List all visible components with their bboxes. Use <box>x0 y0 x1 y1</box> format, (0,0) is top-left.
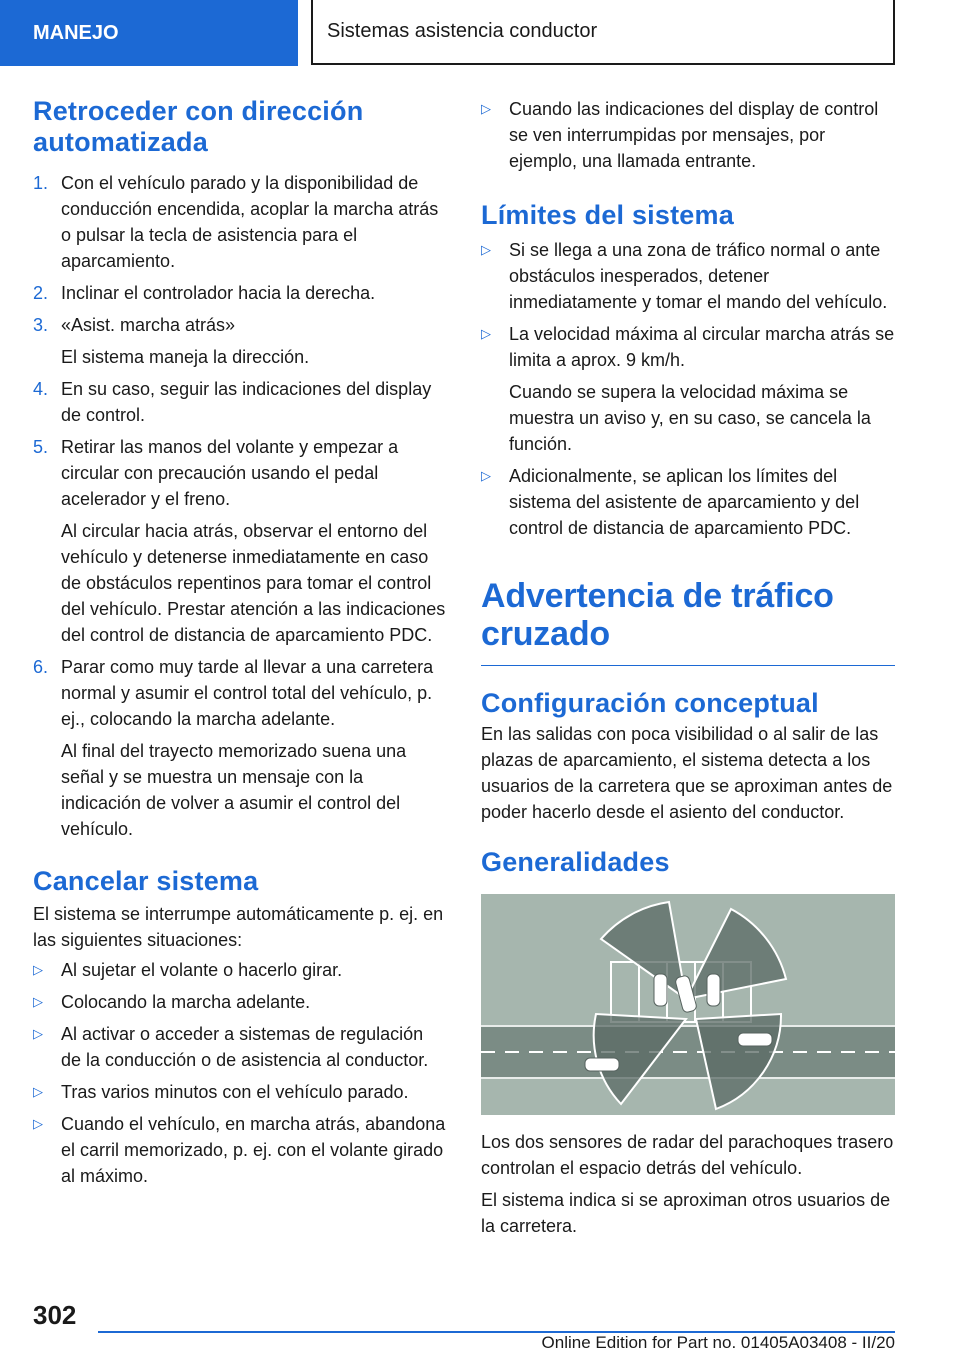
list-item <box>33 957 447 983</box>
cancel-intro-text: El sistema se interrumpe automáticamente p. ej. en las siguientes situaciones: <box>33 904 444 950</box>
step-item <box>33 280 447 306</box>
step-number: 2. <box>33 283 49 303</box>
diagram-road <box>481 1026 895 1078</box>
heading-concept: Configuración conceptual <box>481 688 819 718</box>
heading-system-limits: Límites del sistema <box>481 200 734 230</box>
approaching-car-left <box>585 1058 619 1071</box>
triangle-bullet-icon: ▷ <box>481 242 491 257</box>
list-item-text: Cuando el vehículo, en marcha atrás, abandona el carril memorizado, p. ej. con el volante girado al máximo. <box>61 1114 446 1186</box>
parked-car <box>654 974 667 1006</box>
step-body <box>61 654 447 842</box>
step-text: Parar como muy tarde al llevar a una carretera normal y asumir el control total del vehículo, p. ej., colocando la marcha adelante. <box>61 657 434 729</box>
step-body <box>61 376 447 428</box>
step-number: 6. <box>33 657 49 677</box>
list-item <box>481 321 895 457</box>
triangle-bullet-icon: ▷ <box>33 962 43 977</box>
cancel-conditions-list <box>33 957 447 1189</box>
step-body <box>61 434 447 648</box>
step-body <box>61 280 447 306</box>
list-item-text: Cuando las indicaciones del display de control se ven interrumpidas por mensajes, por ejemplo, una llamada entrante. <box>509 99 879 171</box>
step-text: Inclinar el controlador hacia la derecha. <box>61 283 376 303</box>
step-item <box>33 170 447 274</box>
list-item-body <box>61 1079 447 1105</box>
step-text: Retirar las manos del volante y empezar a circular con precaución usando el pedal acelerador y el freno. <box>61 437 399 509</box>
step-number: 3. <box>33 315 49 335</box>
triangle-bullet-icon: ▷ <box>481 468 491 483</box>
general-text-1: Los dos sensores de radar del parachoques trasero controlan el espacio detrás del vehículo. <box>481 1132 894 1178</box>
step-text: El sistema maneja la dirección. <box>61 347 310 367</box>
list-item-text: Al sujetar el volante o hacerlo girar. <box>61 960 343 980</box>
list-item-body <box>509 321 895 457</box>
triangle-bullet-icon: ▷ <box>33 1116 43 1131</box>
step-number: 1. <box>33 173 49 193</box>
list-item <box>33 1079 447 1105</box>
header-chapter-title: Sistemas asistencia conductor <box>311 0 895 65</box>
list-item-text: Tras varios minutos con el vehículo parado. <box>61 1082 409 1102</box>
step-body <box>61 170 447 274</box>
step-item <box>33 376 447 428</box>
general-text-2: El sistema indica si se aproximan otros usuarios de la carretera. <box>481 1190 891 1236</box>
heading-cancel-system: Cancelar sistema <box>33 866 259 896</box>
step-text: «Asist. marcha atrás» <box>61 315 236 335</box>
list-item-text: Si se llega a una zona de tráfico normal o ante obstáculos inesperados, detener inmediatamente y tomar el mando del vehículo. <box>509 240 888 312</box>
step-number: 4. <box>33 379 49 399</box>
list-item-text: La velocidad máxima al circular marcha atrás se limita a aprox. 9 km/h. <box>509 324 895 370</box>
triangle-bullet-icon: ▷ <box>481 101 491 116</box>
heading-general: Generalidades <box>481 847 670 877</box>
triangle-bullet-icon: ▷ <box>481 326 491 341</box>
step-item <box>33 434 447 648</box>
page-number: 302 <box>33 1300 77 1330</box>
list-item-body <box>509 237 895 315</box>
left-column <box>33 96 447 1189</box>
list-item <box>481 237 895 315</box>
footer-edition: Online Edition for Part no. 01405A03408 - II/20 <box>541 1333 895 1352</box>
step-item <box>33 312 447 370</box>
list-item <box>481 463 895 541</box>
triangle-bullet-icon: ▷ <box>33 1026 43 1041</box>
list-item <box>33 1111 447 1189</box>
concept-text: En las salidas con poca visibilidad o al salir de las plazas de aparcamiento, el sistema detecta a los usuarios de la carretera que se aproximan antes de poder hacerlo desde el asiento del conductor. <box>481 724 893 822</box>
step-text: En su caso, seguir las indicaciones del display de control. <box>61 379 432 425</box>
list-item-body <box>509 463 895 541</box>
step-item <box>33 654 447 842</box>
step-number: 5. <box>33 437 49 457</box>
heading-cross-traffic-warning: Advertencia de tráfico cruzado <box>481 577 834 653</box>
step-text: Al final del trayecto memorizado suena una señal y se muestra un mensaje con la indicación de volver a asumir el control del vehículo. <box>61 741 407 839</box>
triangle-bullet-icon: ▷ <box>33 994 43 1009</box>
list-item-body <box>61 957 447 983</box>
limits-list <box>481 237 895 541</box>
approaching-car-right <box>738 1033 772 1046</box>
list-item-text: Al activar o acceder a sistemas de regulación de la conducción o de asistencia al conductor. <box>61 1024 429 1070</box>
steps-list <box>33 170 447 842</box>
cross-traffic-diagram <box>481 894 895 1115</box>
list-item-body <box>61 1111 447 1189</box>
list-item <box>33 989 447 1015</box>
list-item <box>33 1021 447 1073</box>
list-item-text: Adicionalmente, se aplican los límites del sistema del asistente de aparcamiento y del control de distancia de aparcamiento PDC. <box>509 466 860 538</box>
step-text: Con el vehículo parado y la disponibilidad de conducción encendida, acoplar la marcha atrás o pulsar la tecla de asistencia para el aparcamiento. <box>61 173 439 271</box>
list-item-text: Cuando se supera la velocidad máxima se muestra un aviso y, en su caso, se cancela la función. <box>509 382 871 454</box>
list-item-body <box>61 1021 447 1073</box>
step-text: Al circular hacia atrás, observar el entorno del vehículo y detenerse inmediatamente en caso de obstáculos repentinos para tomar el control del vehículo. Prestar atención a las indicaciones del control de distancia de aparcamiento PDC. <box>61 521 446 645</box>
list-item-body <box>61 989 447 1015</box>
step-body <box>61 312 447 370</box>
list-item <box>481 96 895 174</box>
header-section-tab: MANEJO <box>0 0 298 66</box>
triangle-bullet-icon: ▷ <box>33 1084 43 1099</box>
heading-reverse-automated: Retroceder con dirección automatizada <box>33 96 364 157</box>
right-column <box>481 96 895 1239</box>
parked-car <box>707 974 720 1006</box>
list-item-text: Colocando la marcha adelante. <box>61 992 311 1012</box>
